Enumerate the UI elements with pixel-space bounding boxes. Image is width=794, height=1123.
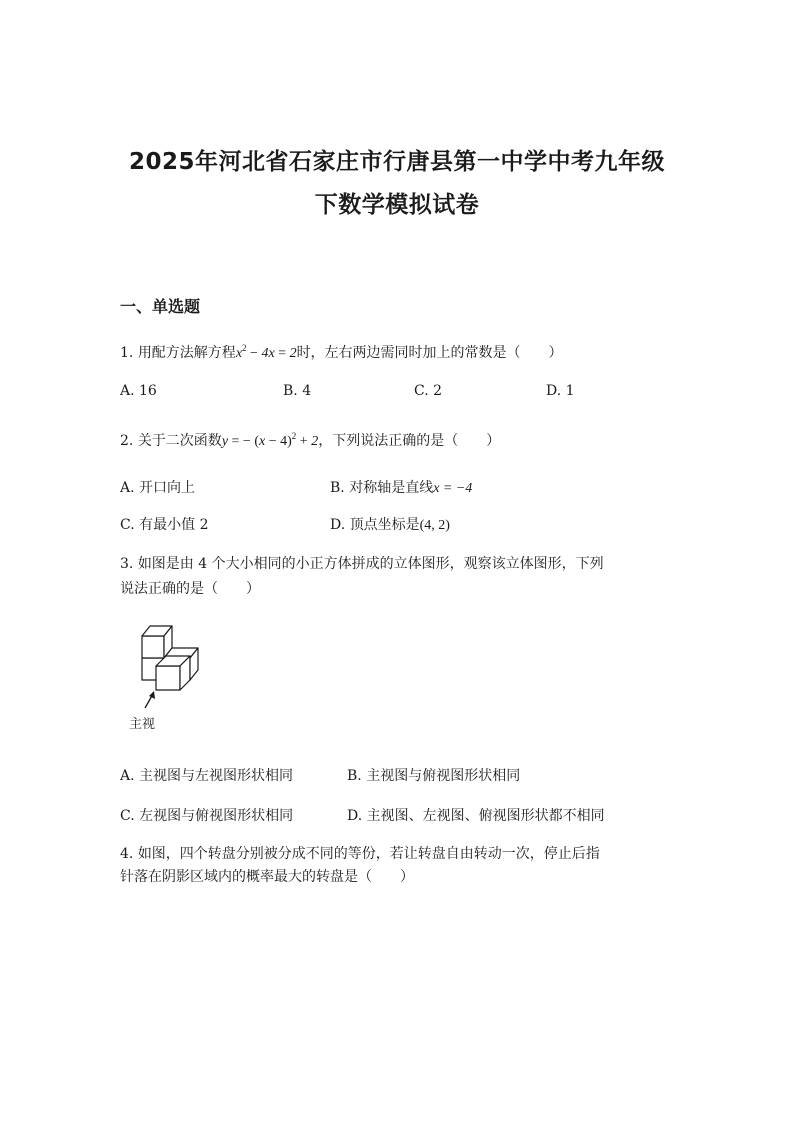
question-text: 如图，四个转盘分别被分成不同的等份，若让转盘自由转动一次，停止后指 <box>137 846 600 862</box>
option-b[interactable] <box>330 477 472 497</box>
option-key: B. <box>283 383 298 399</box>
option-d[interactable] <box>330 514 450 534</box>
option-text: 主视图与俯视图形状相同 <box>366 768 521 784</box>
option-text: 1 <box>565 383 575 399</box>
option-text: 顶点坐标是 <box>349 517 420 533</box>
option-key: C. <box>414 383 429 399</box>
option-text: 16 <box>139 383 157 399</box>
option-text: 4 <box>302 383 312 399</box>
option-d[interactable] <box>347 805 605 825</box>
cube-figure <box>128 622 208 714</box>
option-key: A. <box>120 383 135 399</box>
option-a[interactable] <box>120 383 157 399</box>
figure-caption: 主视 <box>129 717 156 732</box>
question-text: 如图是由 4 个大小相同的小正方体拼成的立体图形，观察该立体图形，下列 <box>137 556 604 572</box>
option-c[interactable] <box>120 805 293 825</box>
question-number: 2. <box>120 433 134 449</box>
option-key: D. <box>330 517 346 533</box>
option-a[interactable] <box>120 765 293 785</box>
option-text: 左视图与俯视图形状相同 <box>139 808 294 824</box>
option-text: 主视图与左视图形状相同 <box>139 768 294 784</box>
option-key: D. <box>347 808 363 824</box>
option-math: x = −4 <box>433 481 473 496</box>
question-text: 时，左右两边需同时加上的常数是（ ） <box>296 345 563 361</box>
option-key: C. <box>120 808 135 824</box>
question-4-line-2: 针落在阴影区域内的概率最大的转盘是（ ） <box>120 869 414 885</box>
question-text: ，下列说法正确的是（ ） <box>318 433 501 449</box>
page-title-line-2: 下数学模拟试卷 <box>314 192 480 218</box>
question-number: 3. <box>120 556 134 572</box>
option-c[interactable] <box>414 383 442 399</box>
option-text: 2 <box>433 383 443 399</box>
option-text: 主视图、左视图、俯视图形状都不相同 <box>366 808 605 824</box>
option-b[interactable] <box>283 383 311 399</box>
option-key: A. <box>120 480 135 496</box>
arrow-head <box>149 691 155 699</box>
question-text: 关于二次函数 <box>137 433 222 449</box>
option-key: B. <box>347 768 362 784</box>
option-key: C. <box>120 517 135 533</box>
question-number: 1. <box>120 345 134 361</box>
cube-top <box>142 636 164 658</box>
option-b[interactable] <box>347 765 520 785</box>
question-3 <box>120 553 604 573</box>
option-a[interactable] <box>120 477 195 497</box>
equation: $x^2 - 4x = 2$ <box>235 343 297 361</box>
question-2 <box>120 430 500 450</box>
function-expression: y = − $(x - 4)^2 + 2$ <box>221 431 319 449</box>
option-d[interactable] <box>546 383 575 399</box>
option-text: 有最小值 2 <box>139 517 209 533</box>
option-text: 开口向上 <box>139 480 196 496</box>
page-title-line-1: 2025年河北省石家庄市行唐县第一中学中考九年级 <box>128 149 665 175</box>
question-1 <box>120 342 563 362</box>
question-4 <box>120 843 600 863</box>
option-key: D. <box>546 383 562 399</box>
question-text: 用配方法解方程 <box>137 345 236 361</box>
question-number: 4. <box>120 846 134 862</box>
cube-front-right <box>156 666 180 690</box>
option-key: B. <box>330 480 345 496</box>
option-math: (4, 2) <box>419 518 450 533</box>
option-text: 对称轴是直线 <box>349 480 434 496</box>
option-key: A. <box>120 768 135 784</box>
section-heading: 一、单选题 <box>120 297 201 316</box>
question-3-line-2: 说法正确的是（ ） <box>120 581 260 597</box>
option-c[interactable] <box>120 514 208 534</box>
